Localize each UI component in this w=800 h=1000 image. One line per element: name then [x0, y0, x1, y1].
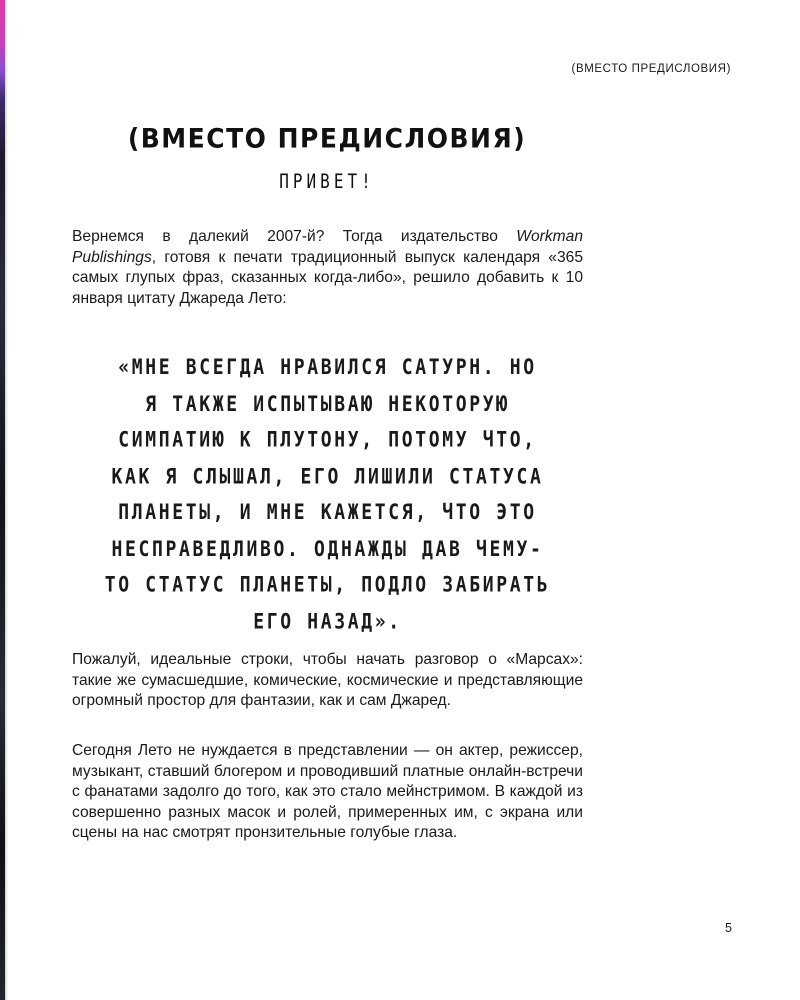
intro-text-end: , готовя к печати традиционный выпуск календаря «365 самых глупых фраз, сказанных когда-либо», решило добавить к 10 января цитату Джареда Лето:: [72, 248, 583, 307]
publisher-name: Workman Publishings: [72, 228, 583, 266]
quote-line: ЕГО НАЗАД».: [253, 607, 402, 634]
quote-line: ТО СТАТУС ПЛАНЕТЫ, ПОДЛО ЗАБИРАТЬ: [104, 571, 551, 597]
running-head: (ВМЕСТО ПРЕДИСЛОВИЯ): [571, 63, 731, 75]
intro-text-start: Вернемся в далекий 2007-й? Тогда издательство: [72, 228, 517, 245]
quote-line: Я ТАКЖЕ ИСПЫТЫВАЮ НЕКОТОРУЮ: [145, 390, 510, 416]
quote-line: НЕСПРАВЕДЛИВО. ОДНАЖДЫ ДАВ ЧЕМУ-: [111, 535, 544, 561]
chapter-subtitle: ПРИВЕТ!: [279, 170, 375, 193]
quote-line: СИМПАТИЮ К ПЛУТОНУ, ПОТОМУ ЧТО,: [118, 426, 537, 452]
pull-quote: [103, 349, 553, 639]
body-paragraph-marsy: Пожалуй, идеальные строки, чтобы начать разговор о «Марсах»: такие же сумасшедшие, комические, космические и представляющие огромный простор для фантазии, как и сам Джаред.: [72, 651, 583, 709]
quote-line: «МНЕ ВСЕГДА НРАВИЛСЯ САТУРН. НО: [118, 354, 537, 380]
intro-paragraph: [72, 227, 583, 309]
page-number: 5: [725, 921, 732, 935]
chapter-title: (ВМЕСТО ПРЕДИСЛОВИЯ): [127, 123, 527, 154]
quote-line: ПЛАНЕТЫ, И МНЕ КАЖЕТСЯ, ЧТО ЭТО: [118, 499, 537, 525]
body-paragraph-leto: Сегодня Лето не нуждается в представлении — он актер, режиссер, музыкант, ставший блогером и проводивший платные онлайн-встречи с фанатами задолго до того, как это стало мейнстримом. В каждой из совершенно разных масок и ролей, примеренных им, с экрана или сцены на нас смотрят пронзительные голубые глаза.: [72, 742, 583, 841]
quote-line: КАК Я СЛЫШАЛ, ЕГО ЛИШИЛИ СТАТУСА: [111, 462, 544, 489]
page-gutter-shadow: [5, 0, 8, 1000]
